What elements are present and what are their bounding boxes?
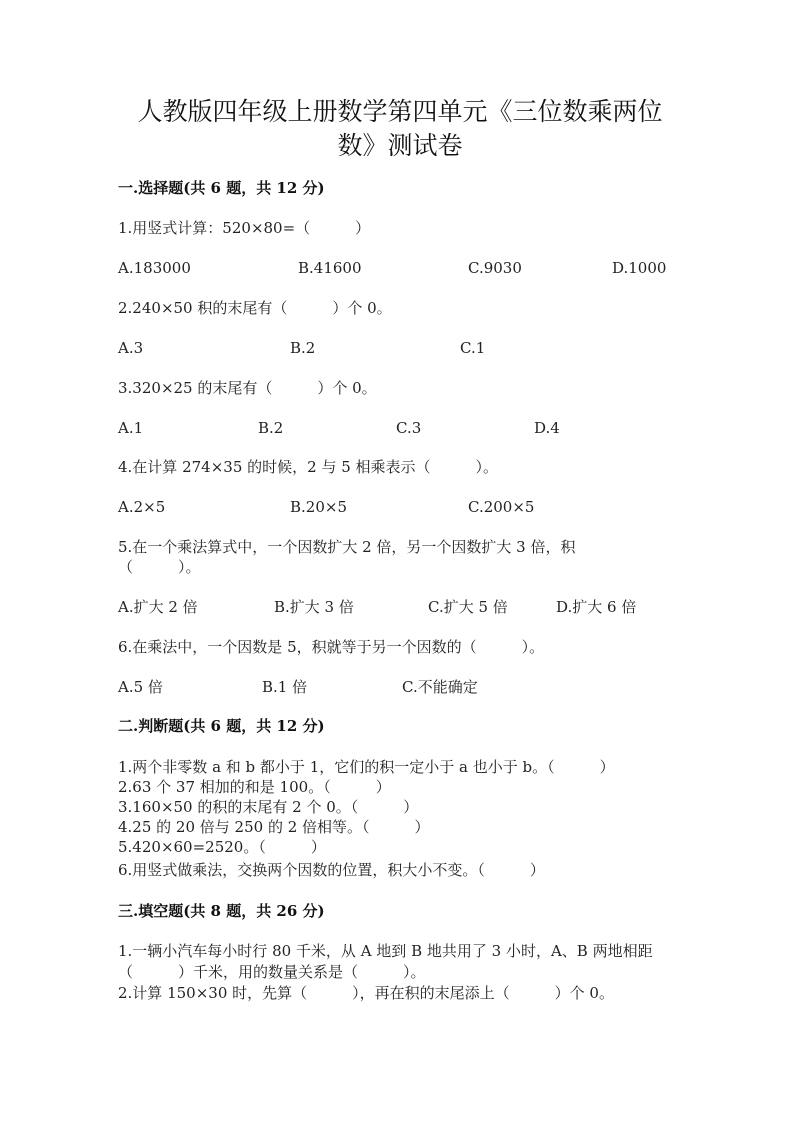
option-a: A.5 倍 <box>118 678 163 696</box>
option-b: B.20×5 <box>290 498 347 516</box>
option-b: B.2 <box>290 339 316 357</box>
option-d: D.4 <box>534 419 560 437</box>
option-b: B.1 倍 <box>262 678 308 696</box>
option-a: A.2×5 <box>118 498 166 516</box>
judgement-item-2: 2.63 个 37 相加的和是 100。（ ） <box>118 778 391 796</box>
question-1-stem: 1.用竖式计算：520×80=（ ） <box>118 219 371 237</box>
option-b: B.扩大 3 倍 <box>274 598 354 616</box>
judgement-item-3: 3.160×50 的积的末尾有 2 个 0。（ ） <box>118 798 419 816</box>
option-a: A.183000 <box>118 259 191 277</box>
option-b: B.41600 <box>298 259 362 277</box>
option-a: A.3 <box>118 339 144 357</box>
option-a: A.1 <box>118 419 144 437</box>
question-5-stem-line-1: 5.在一个乘法算式中，一个因数扩大 2 倍，另一个因数扩大 3 倍，积 <box>118 538 576 556</box>
section-heading-judgement: 二.判断题(共 6 题，共 12 分) <box>118 717 325 735</box>
question-3-stem: 3.320×25 的末尾有（ ）个 0。 <box>118 379 377 397</box>
title-line-1: 人教版四年级上册数学第四单元《三位数乘两位 <box>137 97 663 126</box>
option-d: D.1000 <box>612 259 667 277</box>
fill-blank-item-1-line-1: 1.一辆小汽车每小时行 80 千米，从 A 地到 B 地共用了 3 小时，A、B 两地相距 <box>118 942 653 960</box>
section-heading-choice: 一.选择题(共 6 题，共 12 分) <box>118 179 325 197</box>
section-heading-fill-blank: 三.填空题(共 8 题，共 26 分) <box>118 902 325 920</box>
question-6-stem: 6.在乘法中，一个因数是 5，积就等于另一个因数的（ ）。 <box>118 638 545 656</box>
option-c: C.不能确定 <box>402 678 478 696</box>
fill-blank-item-2: 2.计算 150×30 时，先算（ ），再在积的末尾添上（ ）个 0。 <box>118 984 614 1002</box>
judgement-item-1: 1.两个非零数 a 和 b 都小于 1，它们的积一定小于 a 也小于 b。（ ） <box>118 758 615 776</box>
option-d: D.扩大 6 倍 <box>556 598 637 616</box>
option-c: C.9030 <box>468 259 522 277</box>
option-b: B.2 <box>258 419 284 437</box>
option-a: A.扩大 2 倍 <box>118 598 198 616</box>
question-5-stem-line-2: （ ）。 <box>118 558 201 576</box>
judgement-item-6: 6.用竖式做乘法，交换两个因数的位置，积大小不变。（ ） <box>118 861 545 879</box>
page-title <box>0 95 800 163</box>
option-c: C.1 <box>460 339 486 357</box>
question-2-stem: 2.240×50 积的末尾有（ ）个 0。 <box>118 299 392 317</box>
fill-blank-item-1-line-2: （ ）千米，用的数量关系是（ ）。 <box>118 963 426 981</box>
title-line-2: 数》测试卷 <box>337 131 463 160</box>
question-4-stem: 4.在计算 274×35 的时候，2 与 5 相乘表示（ ）。 <box>118 458 499 476</box>
judgement-item-4: 4.25 的 20 倍与 250 的 2 倍相等。（ ） <box>118 818 430 836</box>
option-c: C.扩大 5 倍 <box>428 598 508 616</box>
judgement-item-5: 5.420×60=2520。（ ） <box>118 838 326 856</box>
option-c: C.3 <box>396 419 422 437</box>
option-c: C.200×5 <box>468 498 535 516</box>
